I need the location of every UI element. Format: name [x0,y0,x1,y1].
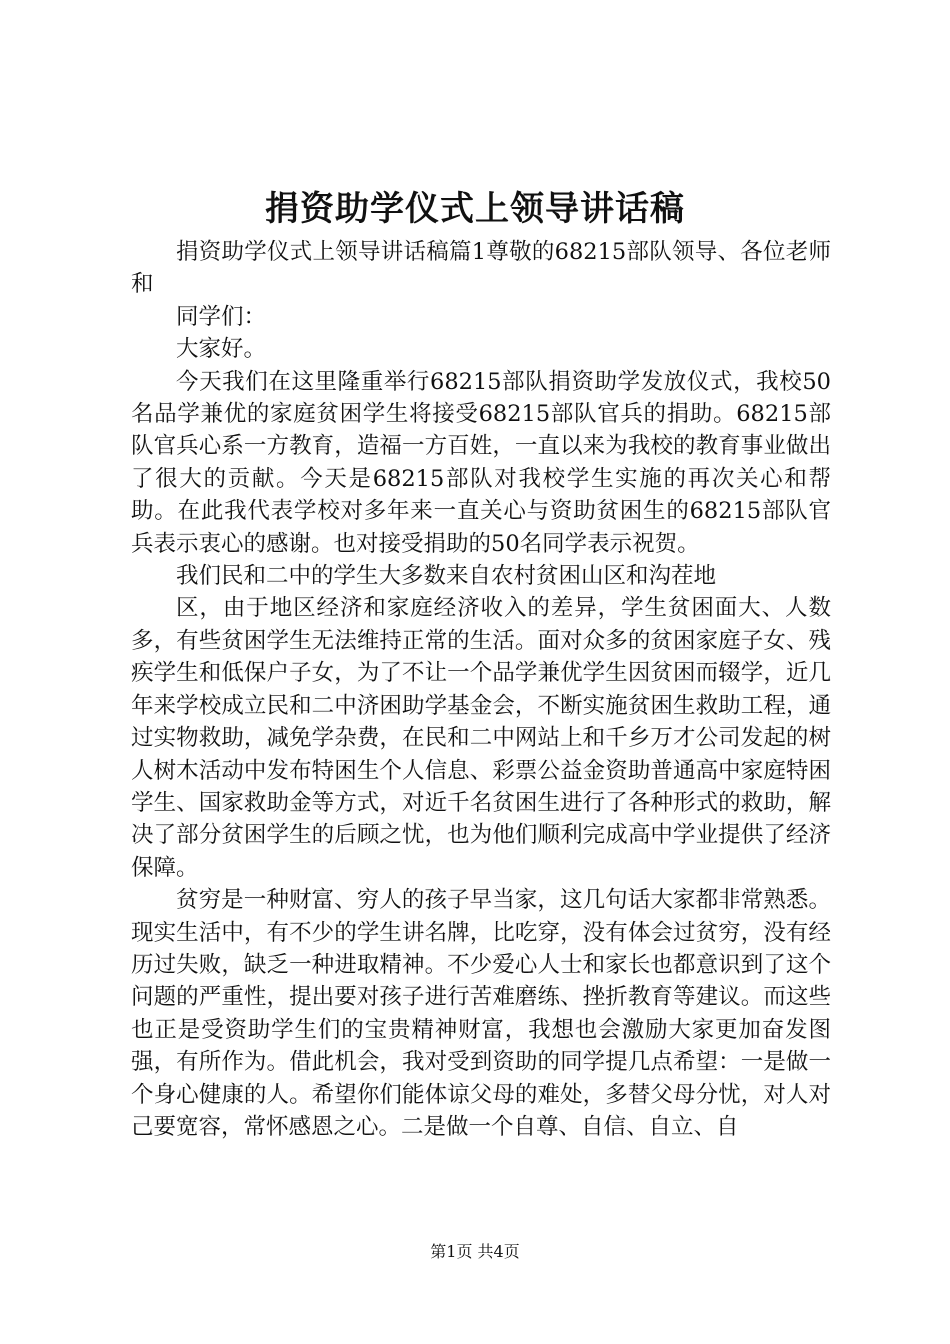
paragraph-students-origin: 我们民和二中的学生大多数来自农村贫困山区和沟茬地 [176,563,717,590]
paragraph-greeting: 大家好。 [176,336,267,363]
document-title: 捐资助学仪式上领导讲话稿 [265,189,685,229]
paragraph-salutation: 同学们： [176,303,267,330]
paragraph-poverty-aid: 区，由于地区经济和家庭经济收入的差异，学生贫困面大、人数多，有些贫困学生无法维持正常的生活。面对众多的贫困家庭子女、残疾学生和低保户子女，为了不让一个品学兼优学生因贫困而辍学，近几年来学校成立民和二中济困助学基金会，不断实施贫困生救助工程，通过实物救助，减免学杂费，在民和二中网站上和千乡万才公司发起的树人树木活动中发布特困生个人信息、彩票公益金资助普通高中家庭特困学生、国家救助金等方式，对近千名贫困生进行了各种形式的救助，解决了部分贫困学生的后顾之忧，也为他们顺利完成高中学业提供了经济保障。 [131,595,831,881]
paragraph-ceremony: 今天我们在这里隆重举行68215部队捐资助学发放仪式，我校50名品学兼优的家庭贫困学生将接受68215部队官兵的捐助。68215部队官兵心系一方教育，造福一方百姓，一直以来为我校的教育事业做出了很大的贡献。今天是68215部队对我校学生实施的再次关心和帮助。在此我代表学校对多年来一直关心与资助贫困生的68215部队官兵表示衷心的感谢。也对接受捐助的50名同学表示祝贺。 [131,368,831,557]
document-body [131,236,831,1143]
page-footer: 第1页 共4页 [430,1242,520,1261]
paragraph-intro: 捐资助学仪式上领导讲话稿篇1尊敬的68215部队领导、各位老师和 [131,239,831,298]
paragraph-hopes: 贫穷是一种财富、穷人的孩子早当家，这几句话大家都非常熟悉。现实生活中，有不少的学生讲名牌，比吃穿，没有体会过贫穷，没有经历过失败，缺乏一种进取精神。不少爱心人士和家长也都意识到了这个问题的严重性，提出要对孩子进行苦难磨练、挫折教育等建议。而这些也正是受资助学生们的宝贵精神财富，我想也会激励大家更加奋发图强，有所作为。借此机会，我对受到资助的同学提几点希望：一是做一个身心健康的人。希望你们能体谅父母的难处，多替父母分忧，对人对己要宽容，常怀感恩之心。二是做一个自尊、自信、自立、自 [131,887,831,1140]
